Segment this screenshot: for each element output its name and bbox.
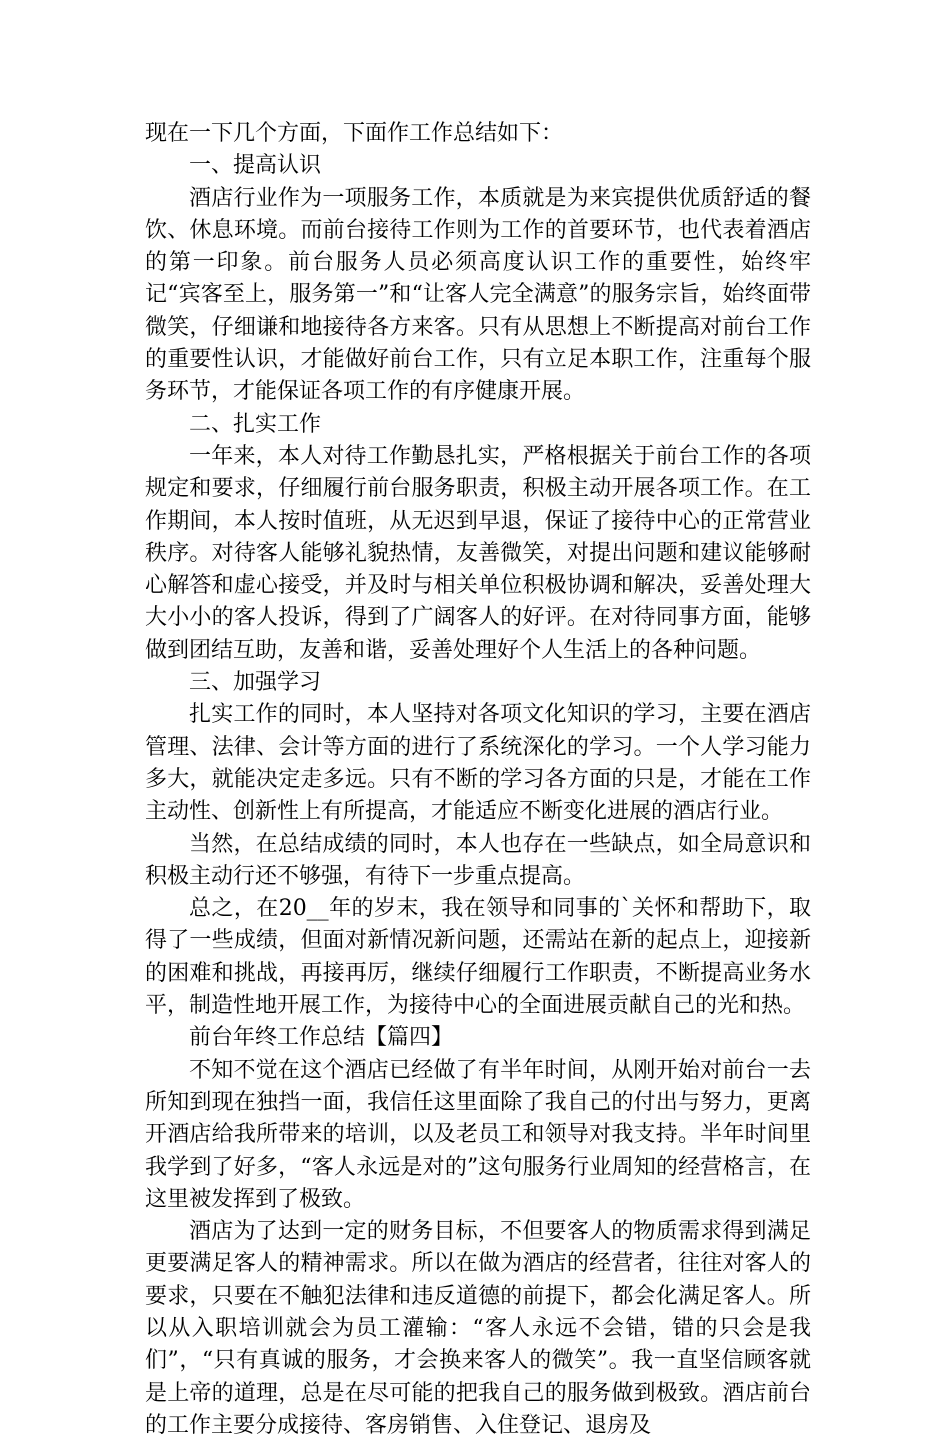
- paragraph-7: 酒店为了达到一定的财务目标，不但要客人的物质需求得到满足更要满足客人的精神需求。所以在做为酒店的经营者，往往对客人的要求，只要在不触犯法律和违反道德的前提下，都会化满足客人。所以从入职培训就会为员工灌输：“客人永远不会错，错的只会是我们”，“只有真诚的服务，才会换来客人的微笑”。我一直坚信顾客就是上帝的道理，总是在尽可能的把我自己的服务做到极致。酒店前台的工作主要分成接待、客房销售、入住登记、退房及: [145, 1219, 811, 1438]
- article-heading: 前台年终工作总结【篇四】: [189, 1025, 454, 1051]
- paragraph-2: 一年来，本人对待工作勤恳扎实，严格根据关于前台工作的各项规定和要求，仔细履行前台服务职责，积极主动开展各项工作。在工作期间，本人按时值班，从无迟到早退，保证了接待中心的正常营业秩序。对待客人能够礼貌热情，友善微笑，对提出问题和建议能够耐心解答和虚心接受，并及时与相关单位积极协调和解决，妥善处理大大小小的客人投诉，得到了广阔客人的好评。在对待同事方面，能够做到团结互助，友善和谐，妥善处理好个人生活上的各种问题。: [145, 443, 811, 663]
- document-page: [145, 118, 811, 1442]
- paragraph-4: 当然，在总结成绩的同时，本人也存在一些缺点，如全局意识和积极主动行还不够强，有待下一步重点提高。: [145, 831, 811, 889]
- section-heading-2: 二、扎实工作: [189, 411, 322, 437]
- paragraph-1: 酒店行业作为一项服务工作，本质就是为来宾提供优质舒适的餐饮、休息环境。而前台接待工作则为工作的首要环节，也代表着酒店的第一印象。前台服务人员必须高度认识工作的重要性，始终牢记“宾客至上，服务第一”和“让客人完全满意”的服务宗旨，始终面带微笑，仔细谦和地接待各方来客。只有从思想上不断提高对前台工作的重要性认识，才能做好前台工作，只有立足本职工作，注重每个服务环节，才能保证各项工作的有序健康开展。: [145, 185, 811, 405]
- paragraph-5: 总之，在20__年的岁末，我在领导和同事的`关怀和帮助下，取得了一些成绩，但面对新情况新问题，还需站在新的起点上，迎接新的困难和挑战，再接再厉，继续仔细履行工作职责，不断提高业务水平，制造性地开展工作，为接待中心的全面进展贡献自己的光和热。: [145, 896, 811, 1019]
- paragraph-intro: 现在一下几个方面，下面作工作总结如下：: [145, 121, 564, 146]
- section-heading-1: 一、提高认识: [189, 153, 322, 179]
- paragraph-6: 不知不觉在这个酒店已经做了有半年时间，从刚开始对前台一去所知到现在独挡一面，我信任这里面除了我自己的付出与努力，更离开酒店给我所带来的培训，以及老员工和领导对我支持。半年时间里我学到了好多，“客人永远是对的”这句服务行业周知的经营格言，在这里被发挥到了极致。: [145, 1057, 811, 1212]
- section-heading-3: 三、加强学习: [189, 670, 322, 696]
- paragraph-3: 扎实工作的同时，本人坚持对各项文化知识的学习，主要在酒店管理、法律、会计等方面的进行了系统深化的学习。一个人学习能力多大，就能决定走多远。只有不断的学习各方面的只是，才能在工作主动性、创新性上有所提高，才能适应不断变化进展的酒店行业。: [145, 702, 811, 825]
